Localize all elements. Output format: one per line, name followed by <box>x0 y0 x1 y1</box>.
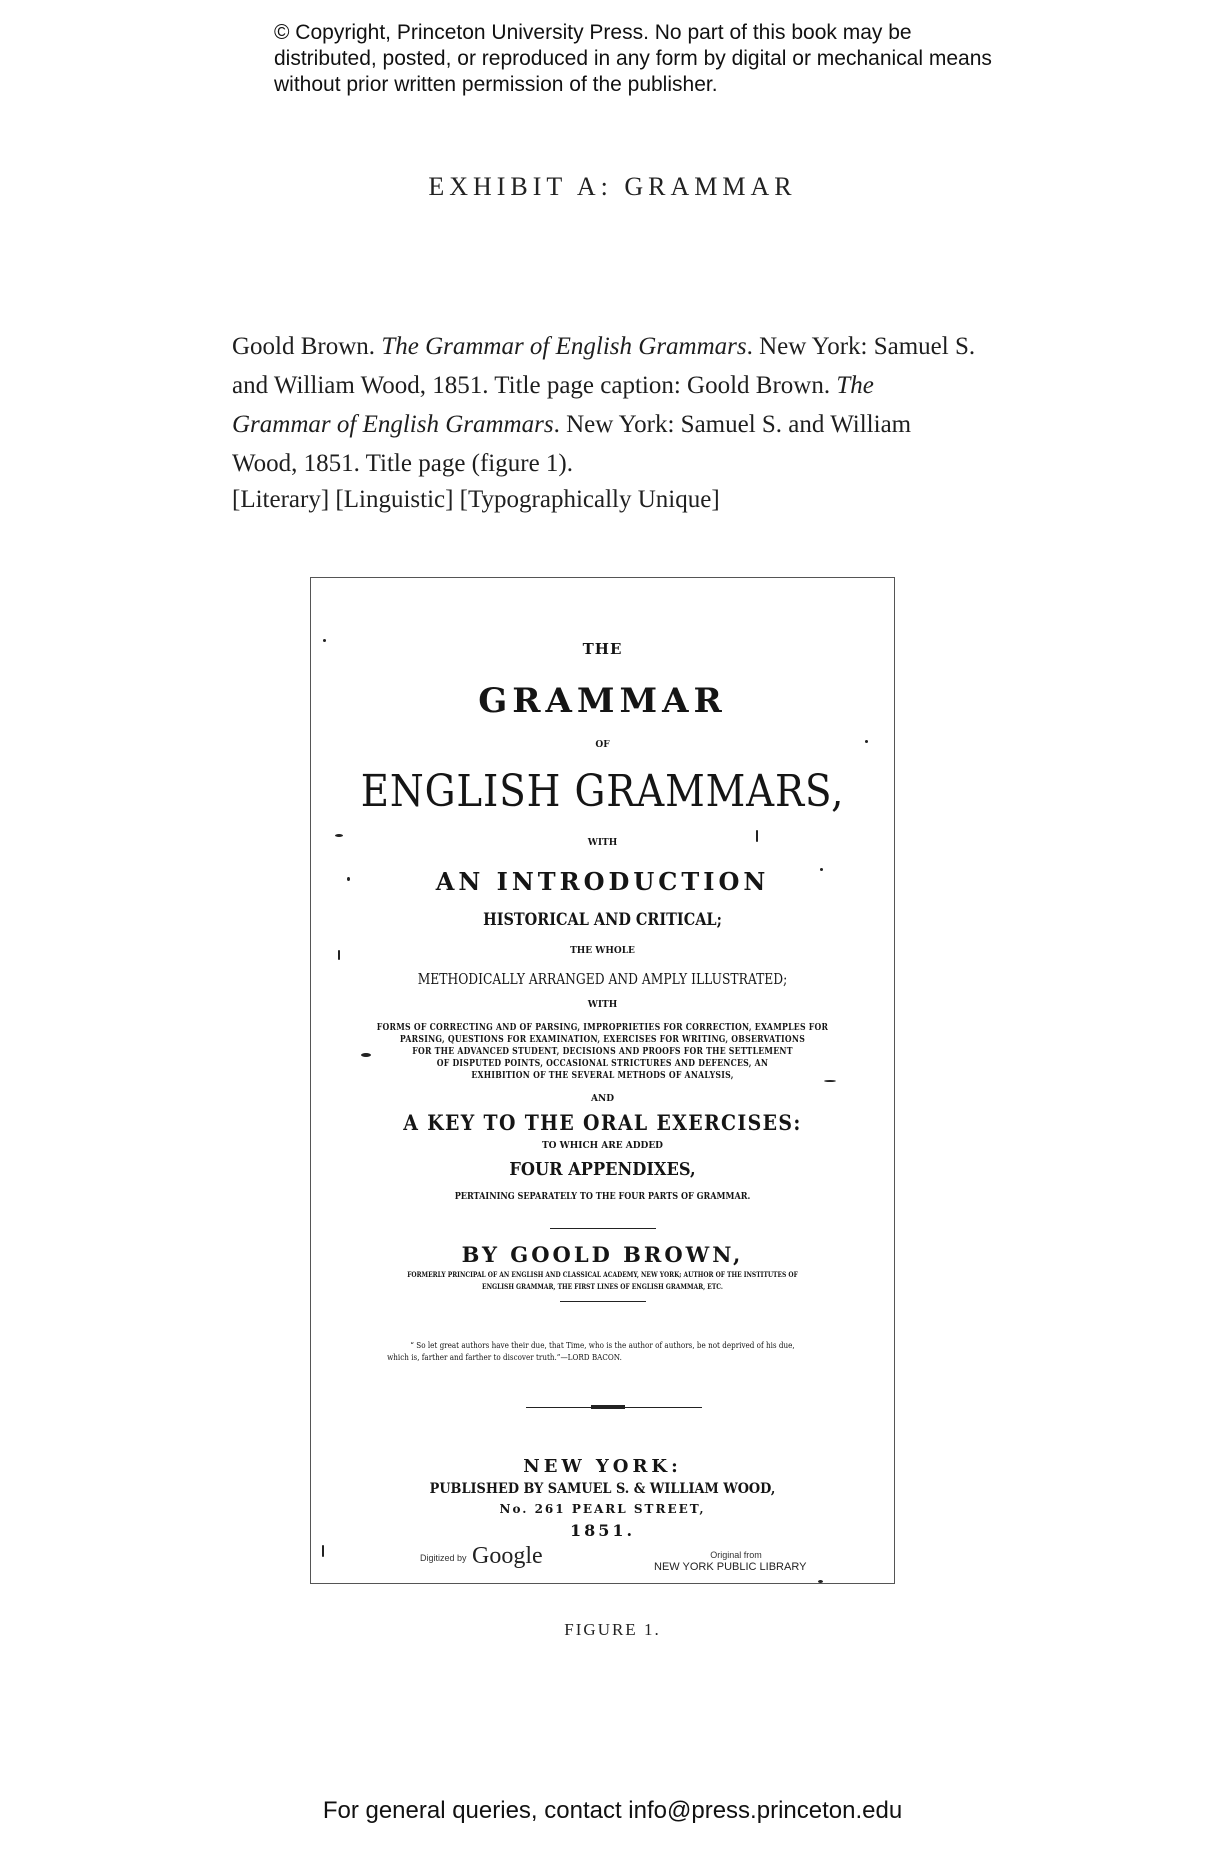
tp-by-goold-brown: BY GOOLD BROWN, <box>461 1242 744 1267</box>
tp-four-appendixes: FOUR APPENDIXES, <box>509 1159 696 1180</box>
tp-of: OF <box>595 740 610 750</box>
figure-caption: FIGURE 1. <box>564 1620 661 1639</box>
tp-forms-line-2: PARSING, QUESTIONS FOR EXAMINATION, EXERCISES FOR WRITING, OBSERVATIONS <box>399 1035 806 1045</box>
tp-english-grammars: ENGLISH GRAMMARS, <box>360 766 845 817</box>
tp-formerly-line-1: FORMERLY PRINCIPAL OF AN ENGLISH AND CLASSICAL ACADEMY, NEW YORK; AUTHOR OF THE INSTITUTES OF <box>407 1270 798 1279</box>
tp-quote-line-1: “ So let great authors have their due, that Time, who is the author of authors, be not deprived of his due, <box>410 1341 795 1350</box>
exhibit-heading: EXHIBIT A: GRAMMAR <box>428 172 797 201</box>
citation-title-repeat: The Grammar of English Grammars <box>232 372 874 438</box>
tp-the: THE <box>582 640 623 658</box>
tp-published-by: PUBLISHED BY SAMUEL S. & WILLIAM WOOD, <box>429 1481 776 1497</box>
scan-speck <box>361 1053 371 1057</box>
scan-speck <box>818 1580 823 1583</box>
citation-publisher: . New York: Samuel S. and William Wood, 1851. Title page caption: Goold Brown. <box>232 333 976 399</box>
tp-methodically: METHODICALLY ARRANGED AND AMPLY ILLUSTRATED; <box>417 970 788 988</box>
scan-speck <box>347 877 350 881</box>
scan-speck <box>824 1080 836 1082</box>
copyright-notice: © Copyright, Princeton University Press. No part of this book may be distributed, posted, or reproduced in any form by digital or mechanical means without prior written permission of the publisher. <box>274 21 992 96</box>
scan-speck <box>338 950 340 960</box>
tp-forms-line-4: OF DISPUTED POINTS, OCCASIONAL STRICTURES AND DEFENCES, AN <box>436 1059 769 1069</box>
tp-original-from: Original from <box>710 1550 762 1560</box>
tp-new-york: NEW YORK: <box>523 1456 682 1477</box>
contact-footer: For general queries, contact info@press.princeton.edu <box>322 1797 903 1824</box>
tp-forms-line-5: EXHIBITION OF THE SEVERAL METHODS OF ANALYSIS, <box>471 1071 734 1081</box>
google-logo: Google <box>472 1543 543 1569</box>
tp-the-whole: THE WHOLE <box>570 946 635 956</box>
tp-ornament-center <box>591 1405 625 1409</box>
tp-rule-1 <box>550 1228 656 1229</box>
tp-key: A KEY TO THE ORAL EXERCISES: <box>403 1110 802 1135</box>
tp-to-which: TO WHICH ARE ADDED <box>541 1141 663 1151</box>
title-page-image <box>310 577 895 1584</box>
tp-and: AND <box>590 1094 614 1104</box>
tp-quote-line-2: which is, farther and farther to discover truth.”—LORD BACON. <box>387 1353 622 1362</box>
tp-forms-line-3: FOR THE ADVANCED STUDENT, DECISIONS AND PROOFS FOR THE SETTLEMENT <box>412 1047 793 1057</box>
citation-publisher-repeat: . New York: Samuel S. and William Wood, 1851. Title page (figure 1). <box>232 411 912 477</box>
tp-with-2: WITH <box>587 1000 618 1010</box>
category-tags: [Literary] [Linguistic] [Typographically Unique] <box>232 486 720 513</box>
tp-grammar: GRAMMAR <box>478 681 727 721</box>
tp-pertaining: PERTAINING SEPARATELY TO THE FOUR PARTS OF GRAMMAR. <box>454 1192 751 1202</box>
scan-speck <box>820 868 823 871</box>
scan-speck <box>756 830 758 842</box>
tp-year: 1851. <box>569 1521 636 1540</box>
tp-formerly-line-2: ENGLISH GRAMMAR, THE FIRST LINES OF ENGLISH GRAMMAR, ETC. <box>482 1282 723 1291</box>
tp-street: No. 261 PEARL STREET, <box>499 1502 706 1516</box>
citation-author: Goold Brown. <box>232 333 382 360</box>
scan-speck <box>335 834 343 837</box>
tp-with: WITH <box>587 838 618 848</box>
scan-speck <box>865 740 868 743</box>
citation <box>232 327 977 483</box>
tp-forms-line-1: FORMS OF CORRECTING AND OF PARSING, IMPROPRIETIES FOR CORRECTION, EXAMPLES FOR <box>376 1023 829 1033</box>
tp-rule-2 <box>560 1301 646 1302</box>
tp-nypl: NEW YORK PUBLIC LIBRARY <box>654 1561 807 1573</box>
tp-historical: HISTORICAL AND CRITICAL; <box>483 910 722 930</box>
tp-an-introduction: AN INTRODUCTION <box>435 867 770 896</box>
scan-speck <box>323 639 326 642</box>
citation-title: The Grammar of English Grammars <box>381 333 747 360</box>
scan-speck <box>322 1545 324 1557</box>
tp-digitized-by: Digitized by <box>420 1553 467 1563</box>
